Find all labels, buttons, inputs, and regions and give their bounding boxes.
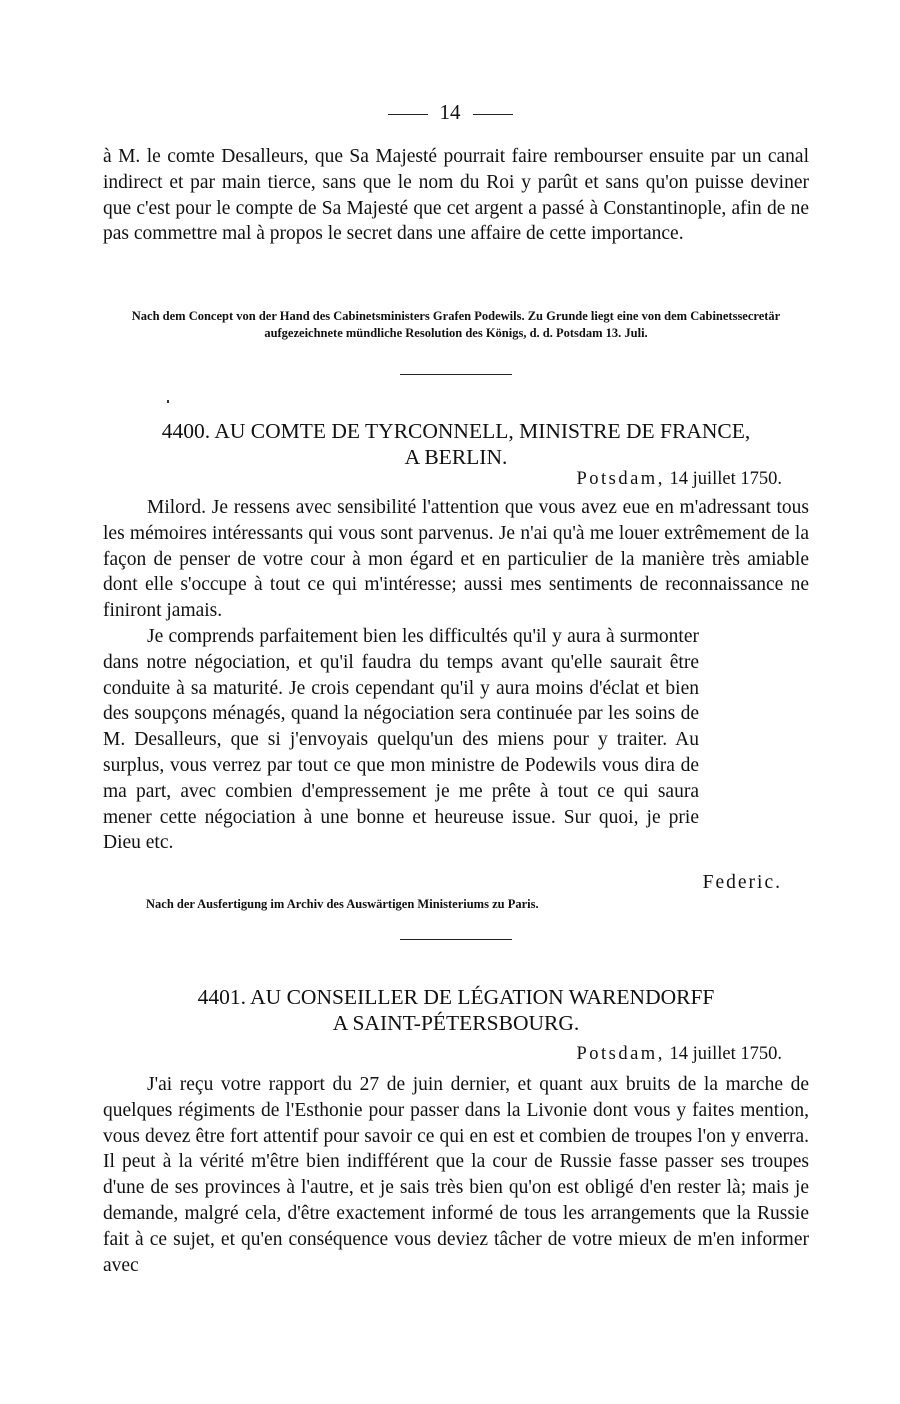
letter-4400-paragraph-2: Je comprends parfaitement bien les difficultés qu'il y aura à surmonter dans notre négociation, et qu'il faudra du temps avant qu'elle saurait être conduite à sa maturité. Je crois cependant qu'il y aura moins d'éclat et bien des soupçons ménagés, quand la négociation sera continuée par les soins de M. Desalleurs, que si j'envoyais quelqu'un des miens pour y traiter. Au surplus, vous verrez par tout ce que mon ministre de Podewils vous dira de ma part, avec combien d'empressement je me prête à tout ce qui saura mener cette négociation à une bonne et heureuse issue. Sur quoi, je prie Dieu etc. — [103, 625, 699, 854]
source-note-continuation: Nach dem Concept von der Hand des Cabinetsministers Grafen Podewils. Zu Grunde liegt eine von dem Cabinetssecretär aufgezeichnete mündliche Resolution des Königs, d. d. Potsdam 13. Juli. — [131, 309, 781, 340]
letter-4400-heading-line1: 4400. AU COMTE DE TYRCONNELL, MINISTRE DE FRANCE, — [161, 419, 751, 443]
section-divider — [400, 374, 512, 375]
letter-4400-heading-line2: A BERLIN. — [404, 445, 508, 469]
continuation-text-block — [103, 144, 809, 247]
letter-4401-body — [103, 1072, 809, 1278]
letter-4400-signature: Federic. — [702, 872, 782, 893]
print-speck — [167, 400, 169, 403]
letter-4401-place: Potsdam, — [576, 1044, 665, 1064]
page-number: 14 — [439, 100, 461, 124]
letter-4401-dateline — [576, 1044, 782, 1065]
dash-left — [388, 114, 428, 115]
letter-4400-body — [103, 495, 809, 856]
letter-4400-dateline — [576, 469, 782, 490]
letter-4401-date: 14 juillet 1750. — [669, 1044, 782, 1064]
letter-4401-heading-line1: 4401. AU CONSEILLER DE LÉGATION WARENDORFF — [197, 985, 715, 1009]
dash-right — [473, 114, 513, 115]
letter-4400-place: Potsdam, — [576, 469, 665, 489]
letter-4401-heading — [103, 984, 809, 1036]
continuation-paragraph: à M. le comte Desalleurs, que Sa Majesté pourrait faire rembourser ensuite par un canal indirect et par main tierce, sans que le nom du Roi y parût et sans qu'on puisse deviner que c'est pour le compte de Sa Majesté que cet argent a passé à Constantinople, afin de ne pas commettre mal à propos le secret dans une affaire de cette importance. — [103, 146, 809, 245]
letter-4401-heading-line2: A SAINT-PÉTERSBOURG. — [332, 1011, 580, 1035]
letter-4400-paragraph-1: Milord. Je ressens avec sensibilité l'attention que vous avez eue en m'adressant tous les mémoires intéressants qui vous sont parvenus. Je n'ai qu'à me louer extrêmement de la façon de penser de votre cour à mon égard et en particulier de la manière très amiable dont elle s'occupe à tout ce qui m'intéresse; aussi mes sentiments de reconnaissance ne finiront jamais. — [103, 497, 809, 622]
letter-4400-heading — [103, 418, 809, 470]
page-number-line — [0, 100, 900, 125]
letter-4401-paragraph-1: J'ai reçu votre rapport du 27 de juin dernier, et quant aux bruits de la marche de quelques régiments de l'Esthonie pour passer dans la Livonie dont vous y faites mention, vous devez être fort attentif pour savoir ce qui en est et combien de troupes l'on y enverra. Il peut à la vérité m'être bien indifférent que la cour de Russie fasse passer ses troupes d'une de ses provinces à l'autre, et je sais très bien qu'on est obligé d'en rester là; mais je demande, malgré cela, d'être exactement informé de tous les arrangements que la Russie fait à ce sujet, et qu'en conséquence vous deviez tâcher de votre mieux de m'en informer avec — [103, 1074, 809, 1276]
source-note-4400: Nach der Ausfertigung im Archiv des Auswärtigen Ministeriums zu Paris. — [146, 897, 539, 911]
section-divider-2 — [400, 939, 512, 940]
letter-4400-date: 14 juillet 1750. — [669, 469, 782, 489]
